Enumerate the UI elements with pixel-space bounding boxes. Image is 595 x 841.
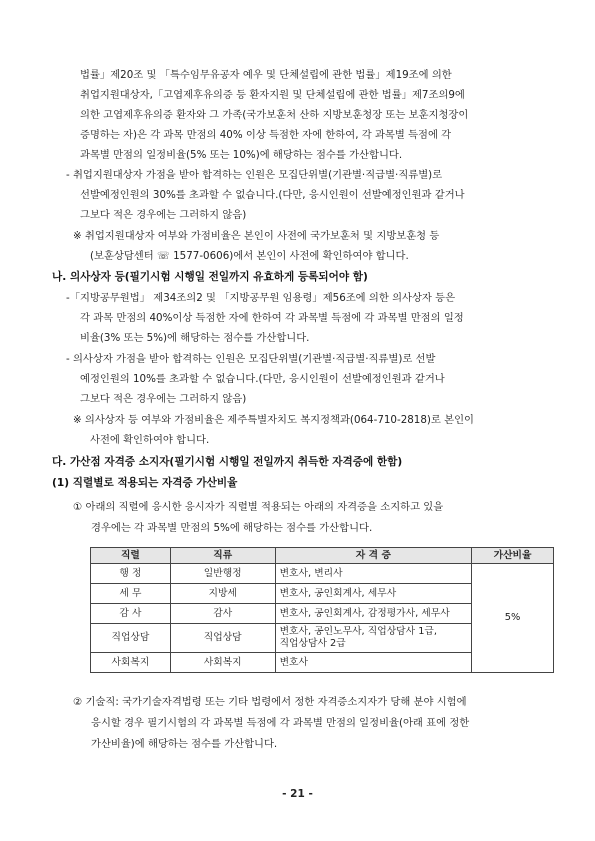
text-line: -「지방공무원법」 제34조의2 및 「지방공무원 임용령」제56조에 의한 의사상자 등은 (66, 292, 456, 304)
class-cell: 지방세 (170, 584, 275, 604)
text-line: (보훈상담센터 ☏ 1577-0606)에서 본인이 사전에 확인하여야 합니다. (90, 250, 409, 262)
series-cell: 사회복지 (91, 653, 171, 673)
certificate-cell: 변호사 (275, 653, 472, 673)
text-line: ② 기술직: 국가기술자격법령 또는 기타 법령에서 정한 자격증소지자가 당해 분야 시험에 (73, 696, 467, 708)
class-cell: 일반행정 (170, 564, 275, 584)
header-class: 직류 (170, 548, 275, 564)
text-line: - 취업지원대상자 가점을 받아 합격하는 인원은 모집단위별(기관별·직급별·직류별)로 (66, 169, 443, 181)
text-line: 의한 고엽제후유의증 환자와 그 가족(국가보훈처 산하 지방보훈청장 또는 보훈지청장이 (80, 109, 469, 121)
bonus-rate-cell: 5% (472, 564, 554, 673)
text-line: ※ 의사상자 등 여부와 가점비율은 제주특별자치도 복지정책과(064-710-2818)로 본인이 (73, 414, 474, 426)
series-cell: 행 정 (91, 564, 171, 584)
section-heading: 다. 가산점 자격증 소지자(필기시험 시행일 전일까지 취득한 자격증에 한함) (52, 456, 403, 468)
text-line: ※ 취업지원대상자 여부와 가점비율은 본인이 사전에 국가보훈처 및 지방보훈청 등 (73, 230, 440, 242)
text-line: 각 과목 만점의 40%이상 득점한 자에 한하여 각 과목별 득점에 각 과목별 만점의 일정 (80, 312, 464, 324)
text-line: 증명하는 자)은 각 과목 만점의 40% 이상 득점한 자에 한하여, 각 과목별 득점에 각 (80, 129, 452, 141)
text-line: 비율(3% 또는 5%)에 해당하는 점수를 가산합니다. (80, 332, 310, 344)
table-header-row (91, 548, 554, 564)
text-line: 예정인원의 10%를 초과할 수 없습니다.(다만, 응시인원이 선발예정인원과 같거나 (80, 373, 445, 385)
text-line: 경우에는 각 과목별 만점의 5%에 해당하는 점수를 가산합니다. (91, 522, 373, 534)
text-line: 응시할 경우 필기시험의 각 과목별 득점에 각 과목별 만점의 일정비율(아래 표에 정한 (91, 717, 470, 729)
certificate-cell: 변호사, 공인회계사, 감정평가사, 세무사 (275, 604, 472, 624)
text-line: - 의사상자 가점을 받아 합격하는 인원은 모집단위별(기관별·직급별·직류별)로 선발 (66, 353, 436, 365)
series-cell: 세 무 (91, 584, 171, 604)
certificate-cell: 변호사, 공인회계사, 세무사 (275, 584, 472, 604)
text-line: 그보다 적은 경우에는 그러하지 않음) (80, 393, 247, 405)
certificate-cell: 변호사, 공인노무사, 직업상담사 1급, 직업상담사 2급 (275, 624, 472, 653)
series-cell: 직업상담 (91, 624, 171, 653)
header-certificate: 자 격 증 (275, 548, 472, 564)
text-line: 사전에 확인하여야 합니다. (90, 434, 210, 446)
table-row (91, 564, 554, 584)
text-line: 가산비율)에 해당하는 점수를 가산합니다. (91, 738, 278, 750)
certificate-cell: 변호사, 변리사 (275, 564, 472, 584)
header-bonus-rate: 가산비율 (472, 548, 554, 564)
text-line: 그보다 적은 경우에는 그러하지 않음) (80, 209, 247, 221)
text-line: 법률」제20조 및 「특수임무유공자 예우 및 단체설립에 관한 법률」제19조에 의한 (80, 69, 452, 81)
class-cell: 사회복지 (170, 653, 275, 673)
class-cell: 직업상담 (170, 624, 275, 653)
section-heading: 나. 의사상자 등(필기시험 시행일 전일까지 유효하게 등록되어야 함) (52, 271, 368, 283)
section-heading: (1) 직렬별로 적용되는 자격증 가산비율 (52, 477, 238, 489)
header-series: 직렬 (91, 548, 171, 564)
text-line: 선발예정인원의 30%를 초과할 수 없습니다.(다만, 응시인원이 선발예정인원과 같거나 (80, 189, 465, 201)
certificate-bonus-table (90, 547, 554, 673)
text-line: ① 아래의 직렬에 응시한 응시자가 직렬별 적용되는 아래의 자격증을 소지하고 있을 (73, 501, 444, 513)
page-number: - 21 - (282, 788, 313, 800)
class-cell: 감사 (170, 604, 275, 624)
text-line: 과목별 만점의 일정비율(5% 또는 10%)에 해당하는 점수를 가산합니다. (80, 149, 403, 161)
text-line: 취업지원대상자,「고엽제후유의증 등 환자지원 및 단체설립에 관한 법률」제7조의9에 (80, 89, 465, 101)
series-cell: 감 사 (91, 604, 171, 624)
